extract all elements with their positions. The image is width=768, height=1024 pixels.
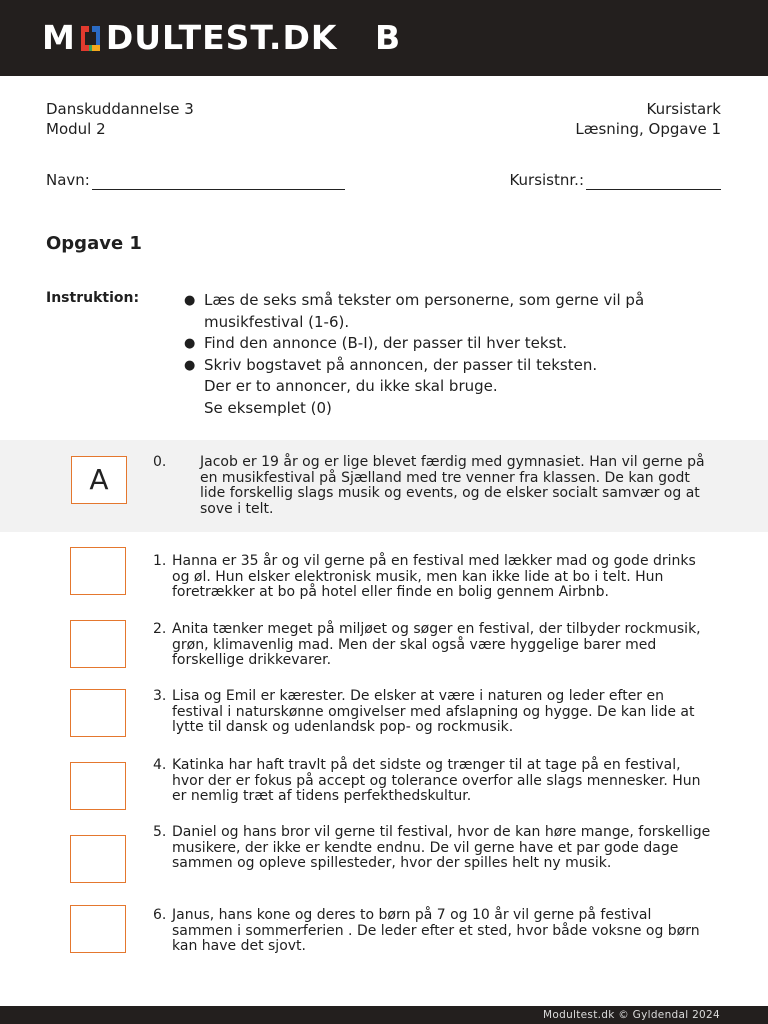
answer-box-1[interactable] [70,547,126,595]
bullet-icon: ● [184,336,196,351]
instruction-item: ● Find den annonce (B-I), der passer til hver tekst. [184,333,684,355]
logo-prefix: M [42,18,76,57]
item-text-5: Daniel og hans bror vil gerne til festival, hvor de kan høre mange, forskellige musikere, der ikke er kendte endnu. De vil gerne have et par gode dage sammen og opleve spillesteder, hvor der spilles helt ny musik. [172,824,711,871]
name-field-row [46,171,345,190]
logo-o-icon [78,22,103,55]
instruction-item: ● Skriv bogstavet på annoncen, der passer til teksten. [184,355,684,377]
footer-bar [0,1006,768,1024]
answer-box-3[interactable] [70,689,126,737]
footer-copyright: Modultest.dk © Gyldendal 2024 [543,1009,720,1021]
item-text-1: Hanna er 35 år og vil gerne på en festival med lækker mad og gode drinks og øl. Hun elsker elektronisk musik, men kan ikke lide at bo i telt. Hun foretrækker at bo på hotel eller finde en bolig gennem Airbnb. [172,553,696,600]
example-text: Jacob er 19 år og er lige blevet færdig med gymnasiet. Han vil gerne på en musikfestival på Sjælland med tre venner fra klassen. De kan godt lide forskellig slags musik og events, og de elsker socialt samvær og at sove i telt. [200,454,705,517]
item-number-5: 5. [153,824,167,840]
section-label: Læsning, Opgave 1 [575,119,721,138]
item-text-2: Anita tænker meget på miljøet og søger en festival, der tilbyder rockmusik, grøn, klimavenlig mad. Men der skal også være hyggelige barer med forskellige drikkevarer. [172,621,701,668]
item-number-4: 4. [153,757,167,773]
page-title: Opgave 1 [46,233,142,254]
answer-box-2[interactable] [70,620,126,668]
name-label: Navn: [46,171,90,189]
header-bar [0,0,768,76]
module-name: Modul 2 [46,119,106,138]
name-field[interactable] [92,173,345,190]
meta-right [575,100,721,139]
answer-box-4[interactable] [70,762,126,810]
meta-left [46,100,194,139]
student-number-label: Kursistnr.: [509,171,584,189]
test-version: B [375,18,401,57]
instruction-continuation: Se eksemplet (0) [204,398,332,417]
item-text-6: Janus, hans kone og deres to børn på 7 og 10 år vil gerne på festival sammen i sommerferien . De leder efter et sted, hvor både voksne og børn kan have det sjovt. [172,907,700,954]
instruction-label: Instruktion: [46,290,140,306]
answer-box-5[interactable] [70,835,126,883]
item-text-4: Katinka har haft travlt på det sidste og trænger til at tage på en festival, hvor der er fokus på accept og tolerance overfor alle slags mennesker. Hun er nemlig træt af tidens perfekthedskultur. [172,757,701,804]
item-number-1: 1. [153,553,167,569]
item-number-2: 2. [153,621,167,637]
item-number-6: 6. [153,907,167,923]
bullet-icon: ● [184,357,196,373]
instruction-list [184,290,684,419]
instruction-continuation: Der er to annoncer, du ikke skal bruge. [204,377,498,395]
logo [42,18,337,58]
item-text-3: Lisa og Emil er kærester. De elsker at være i naturen og leder efter en festival i naturskønne omgivelser med afslapning og hygge. De kan lide at lytte til dansk og udenlandsk pop- og rockmusik. [172,688,695,735]
example-number: 0. [153,454,167,470]
student-number-field[interactable] [586,173,721,190]
logo-suffix: DULTEST.DK [105,18,338,57]
answer-box-6[interactable] [70,905,126,953]
course-name: Danskuddannelse 3 [46,100,194,118]
example-answer-box: A [71,456,127,504]
student-number-field-row [509,171,721,190]
instruction-item: ● Læs de seks små tekster om personerne, som gerne vil på [184,290,684,312]
bullet-icon: ● [184,293,196,308]
audience-label: Kursistark [646,100,721,118]
item-number-3: 3. [153,688,167,704]
instruction-continuation: musikfestival (1-6). [204,312,350,331]
